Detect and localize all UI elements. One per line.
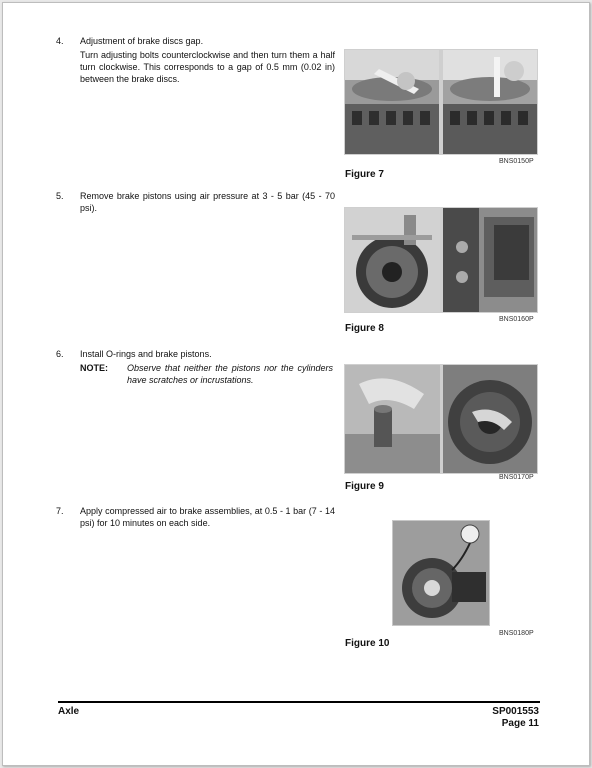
step-title: Apply compressed air to brake assemblies, at 0.5 - 1 bar (7 - 14 psi) for 10 minutes on each side.: [80, 506, 335, 528]
manual-page: [2, 2, 590, 766]
step-number: 7.: [56, 506, 64, 516]
footer-doc-number: SP001553: [492, 706, 539, 717]
footer-rule: [58, 701, 540, 703]
footer-page-number: Page 11: [501, 718, 539, 729]
figure-7-photo: [344, 49, 538, 155]
figure-10-label: Figure 10: [345, 638, 390, 649]
step-number: 4.: [56, 36, 64, 46]
step-title: Adjustment of brake discs gap.: [80, 36, 204, 46]
figure-8-label: Figure 8: [345, 323, 384, 334]
figure-9-code: BNS0170P: [499, 474, 534, 481]
step-body: Turn adjusting bolts counterclockwise and then turn them a half turn clockwise. This corresponds to a gap of 0.5 mm (0.02 in) between the brake discs.: [80, 50, 335, 84]
step-title: Install O-rings and brake pistons.: [80, 349, 212, 359]
figure-10-code: BNS0180P: [499, 630, 534, 637]
note-text: Observe that neither the pistons nor the cylinders have scratches or incrustations.: [127, 363, 333, 385]
figure-7-label: Figure 7: [345, 169, 384, 180]
step-number: 5.: [56, 191, 64, 201]
footer-section: Axle: [58, 706, 80, 717]
figure-7-code: BNS0150P: [499, 158, 534, 165]
figure-9-label: Figure 9: [345, 481, 384, 492]
figure-8-code: BNS0160P: [499, 316, 534, 323]
figure-10-photo: [392, 520, 490, 626]
note-label: NOTE:: [80, 363, 108, 373]
figure-9-photo: [344, 364, 538, 474]
step-title: Remove brake pistons using air pressure at 3 - 5 bar (45 - 70 psi).: [80, 191, 335, 213]
step-number: 6.: [56, 349, 64, 359]
footer-page-info: [492, 706, 539, 730]
figure-8-photo: [344, 207, 538, 313]
